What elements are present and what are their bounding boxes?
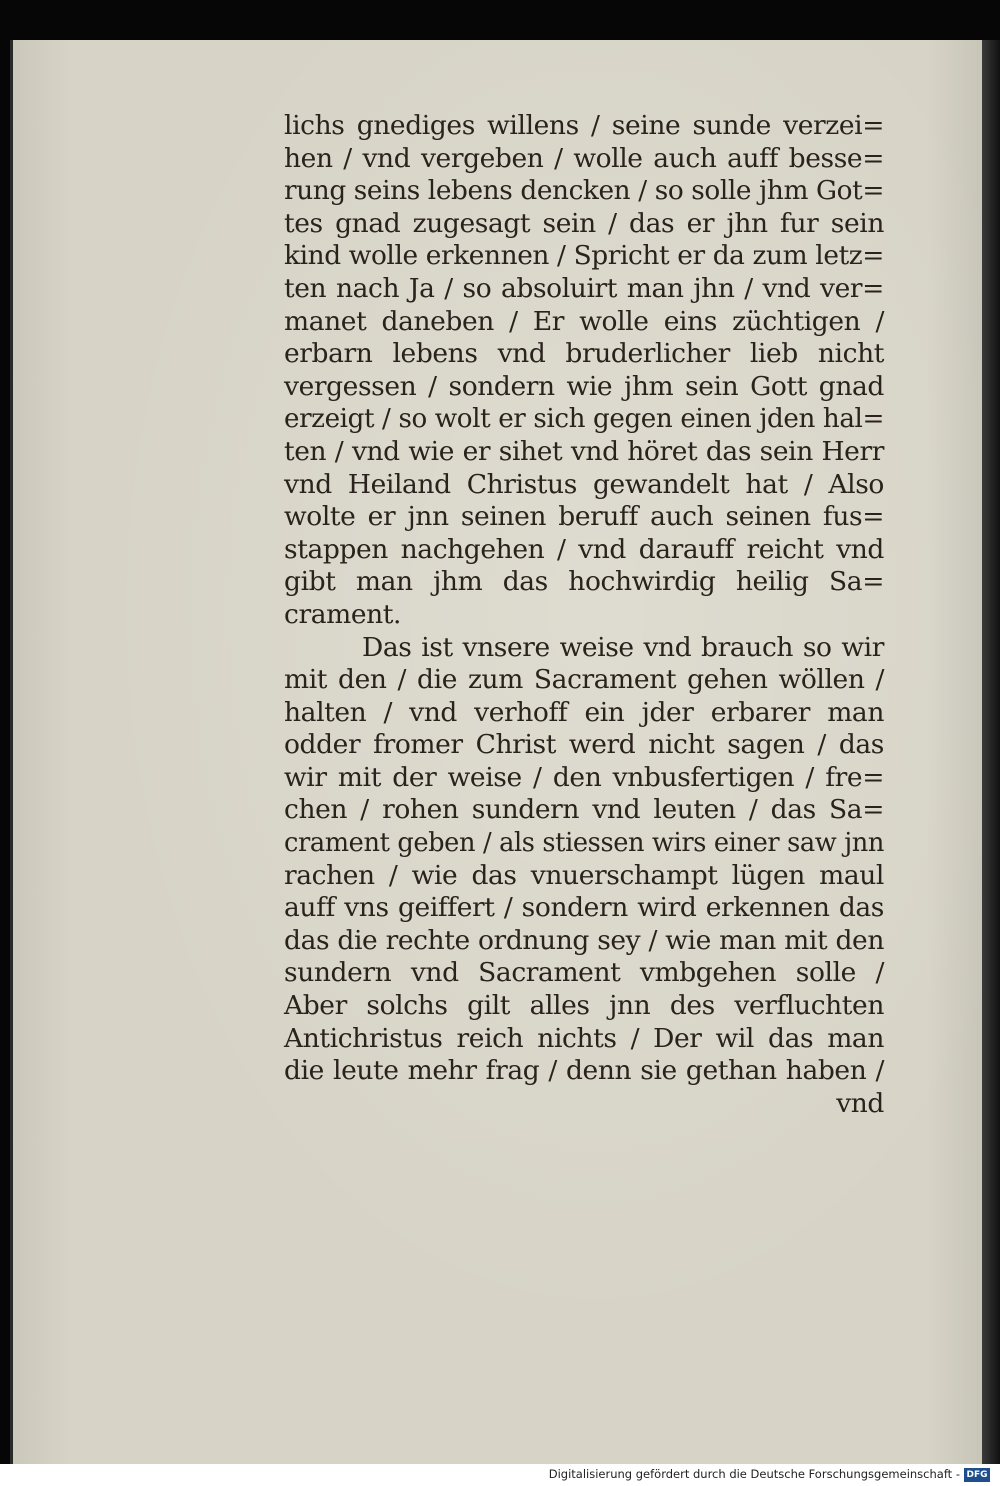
text-line: chen / rohen sundern vnd leuten / das Sa= xyxy=(284,794,884,826)
catchword: vnd xyxy=(836,1087,884,1119)
text-line: lichs gnediges willens / seine sunde verzei= xyxy=(284,110,884,141)
text-line: halten / vnd verhoff ein jder erbarer man xyxy=(284,696,884,728)
paragraph-start-line: Das ist vnsere weise vnd brauch so wir xyxy=(362,631,884,663)
text-line: wir mit der weise / den vnbusfertigen / fre= xyxy=(284,761,884,793)
text-line: crament. xyxy=(284,598,402,630)
page-text-block xyxy=(284,110,884,1120)
text-line: erbarn lebens vnd bruderlicher lieb nicht xyxy=(284,338,884,370)
text-line: tes gnad zugesagt sein / das er jhn fur sein xyxy=(284,207,884,239)
text-line: die leute mehr frag / denn sie gethan haben / xyxy=(284,1055,884,1087)
text-line: manet daneben / Er wolle eins züchtigen / xyxy=(284,305,884,337)
text-line: rung seins lebens dencken / so solle jhm Got= xyxy=(284,176,884,207)
footer-bar xyxy=(0,1464,1000,1486)
text-line: vnd Heiland Christus gewandelt hat / Also xyxy=(284,468,884,500)
text-line: gibt man jhm das hochwirdig heilig Sa= xyxy=(284,566,884,598)
text-line: wolte er jnn seinen beruff auch seinen fus= xyxy=(284,501,884,533)
text-line: das die rechte ordnung sey / wie man mit den xyxy=(284,924,884,956)
text-line: vergessen / sondern wie jhm sein Gott gnad xyxy=(284,370,884,402)
dfg-logo: DFG xyxy=(964,1468,990,1482)
text-line: odder fromer Christ werd nicht sagen / das xyxy=(284,729,884,761)
book-edge xyxy=(982,40,1000,1464)
text-line: crament geben / als stiessen wirs einer saw jnn xyxy=(284,828,884,859)
text-line: sundern vnd Sacrament vmbgehen solle / xyxy=(284,957,884,989)
text-line: stappen nachgehen / vnd darauff reicht vnd xyxy=(284,533,884,565)
text-line: erzeigt / so wolt er sich gegen einen jden hal= xyxy=(284,404,884,435)
text-line: ten / vnd wie er sihet vnd höret das sein Herr xyxy=(284,435,884,467)
text-line: hen / vnd vergeben / wolle auch auff besse= xyxy=(284,142,884,174)
funding-credit: Digitalisierung gefördert durch die Deutsche Forschungsgemeinschaft - xyxy=(548,1467,960,1481)
text-line: rachen / wie das vnuerschampt lügen maul xyxy=(284,859,884,891)
text-line: Antichristus reich nichts / Der wil das man xyxy=(284,1022,884,1054)
text-line: mit den / die zum Sacrament gehen wöllen / xyxy=(284,664,884,696)
text-line: kind wolle erkennen / Spricht er da zum letz= xyxy=(284,240,884,272)
text-line: ten nach Ja / so absoluirt man jhn / vnd ver= xyxy=(284,272,884,304)
text-line: Aber solchs gilt alles jnn des verfluchten xyxy=(284,990,884,1022)
text-line: auff vns geiffert / sondern wird erkennen das xyxy=(284,892,884,924)
